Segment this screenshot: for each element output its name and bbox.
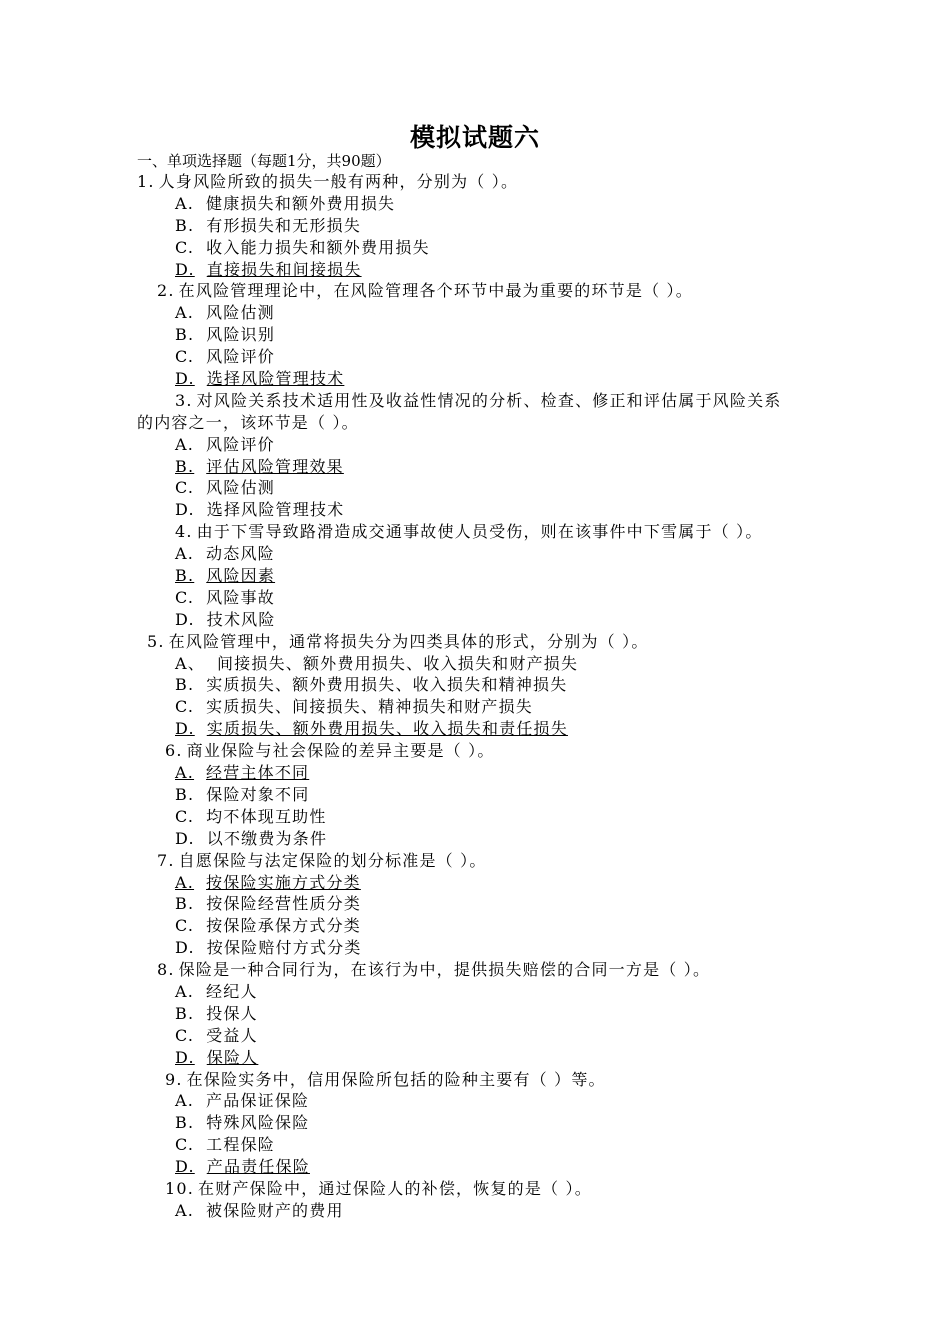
answer-option [0, 1047, 950, 1069]
option-text: 保险人 [206, 1047, 259, 1067]
option [0, 302, 950, 324]
option [0, 1003, 950, 1025]
option-text: 风险估测 [206, 478, 275, 498]
option-text: 实质损失、额外费用损失、收入损失和精神损失 [206, 675, 568, 695]
option-text: 风险评价 [206, 347, 275, 367]
option-letter: A、 [175, 653, 205, 673]
question-number: 6. [165, 741, 183, 761]
question-text: 在风险管理理论中，在风险管理各个环节中最为重要的环节是（ ）。 [178, 281, 693, 301]
option-text: 受益人 [206, 1025, 258, 1045]
option-text: 特殊风险保险 [206, 1113, 310, 1133]
question-number: 8. [157, 960, 175, 980]
option-letter: C. [175, 1135, 195, 1155]
option-text: 实质损失、间接损失、精神损失和财产损失 [206, 697, 533, 717]
question-number: 2. [157, 281, 175, 301]
option-letter: B. [175, 1003, 195, 1023]
option-text: 选择风险管理技术 [206, 500, 345, 520]
option-text: 风险因素 [206, 566, 276, 586]
question-number: 1. [137, 172, 155, 191]
option-text: 风险事故 [206, 587, 275, 607]
underline-lead [165, 368, 175, 390]
answer-option [0, 762, 950, 784]
option-letter: C. [175, 237, 195, 257]
option-letter: D. [175, 1157, 195, 1177]
answer-option [0, 368, 950, 390]
underline-lead [165, 718, 175, 740]
option-letter: A. [175, 193, 195, 213]
option [0, 346, 950, 368]
option-letter: B. [175, 784, 195, 804]
option-text: 风险评价 [206, 434, 275, 454]
option-text: 产品保证保险 [206, 1091, 310, 1111]
option-letter: C. [175, 347, 195, 367]
question-text: 由于下雪导致路滑造成交通事故使人员受伤，则在该事件中下雪属于（ ）。 [196, 522, 763, 542]
question-list [0, 171, 950, 1222]
option-text: 产品责任保险 [206, 1157, 310, 1177]
option-letter: D. [175, 500, 195, 520]
underline-lead [165, 259, 175, 281]
option-text: 健康损失和额外费用损失 [206, 193, 396, 213]
question-text: 对风险关系技术适用性及收益性情况的分析、检查、修正和评估属于风险关系 [196, 390, 782, 410]
option-text: 收入能力损失和额外费用损失 [206, 237, 430, 257]
underline-lead [165, 456, 175, 478]
option-letter: A. [175, 872, 195, 892]
underline-lead [165, 1047, 175, 1069]
question-stem [0, 280, 950, 302]
option-text: 有形损失和无形损失 [206, 215, 362, 235]
question-stem [0, 631, 950, 653]
option [0, 915, 950, 937]
page-title: 模拟试题六 [409, 123, 540, 152]
option-text: 风险识别 [206, 325, 276, 345]
option [0, 587, 950, 609]
question-stem [0, 521, 950, 543]
question-stem [0, 740, 950, 762]
option [0, 1112, 950, 1134]
question-stem [0, 171, 950, 193]
answer-option [0, 1156, 950, 1178]
underline-lead [165, 565, 175, 587]
option-letter: C. [175, 478, 195, 498]
answer-option [0, 259, 950, 281]
option-letter: A. [175, 544, 195, 564]
option-text: 被保险财产的费用 [206, 1200, 344, 1220]
option [0, 477, 950, 499]
option-letter: A. [175, 1200, 195, 1220]
option-letter: D. [175, 609, 195, 629]
option [0, 1134, 950, 1156]
option [0, 806, 950, 828]
option-letter: C. [175, 587, 195, 607]
option [0, 1090, 950, 1112]
option-letter: A. [175, 434, 195, 454]
option-text: 直接损失和间接损失 [206, 259, 362, 279]
option-text: 保险对象不同 [206, 784, 310, 804]
option-text: 风险估测 [206, 303, 275, 323]
option [0, 609, 950, 631]
option-text: 评估风险管理效果 [206, 456, 344, 476]
option-letter: D. [175, 259, 195, 279]
question-text: 在保险实务中，信用保险所包括的险种主要有（ ）等。 [186, 1069, 606, 1089]
option [0, 543, 950, 565]
question-number: 5. [147, 631, 165, 651]
question-text: 在财产保险中，通过保险人的补偿，恢复的是（ ）。 [198, 1178, 592, 1198]
question-text: 保险是一种合同行为，在该行为中，提供损失赔偿的合同一方是（ ）。 [178, 960, 711, 980]
option-letter: A. [175, 1091, 195, 1111]
option-text: 实质损失、额外费用损失、收入损失和责任损失 [206, 719, 568, 739]
option-text: 按保险赔付方式分类 [206, 938, 362, 958]
question-number: 7. [157, 850, 175, 870]
option-text: 选择风险管理技术 [206, 369, 345, 389]
option-text: 以不缴费为条件 [206, 828, 328, 848]
question-stem [0, 959, 950, 981]
option [0, 696, 950, 718]
option-letter: C. [175, 916, 195, 936]
option-text: 间接损失、额外费用损失、收入损失和财产损失 [216, 653, 579, 673]
underline-lead [165, 872, 175, 894]
question-text: 商业保险与社会保险的差异主要是（ ）。 [186, 741, 495, 761]
option-text: 按保险经营性质分类 [206, 894, 362, 914]
option [0, 653, 950, 675]
option-letter: C. [175, 697, 195, 717]
question-number: 3. [175, 390, 193, 410]
option-letter: A. [175, 763, 195, 783]
option-text: 动态风险 [206, 544, 275, 564]
option-text: 技术风险 [206, 609, 276, 629]
question-text-continuation: 的内容之一，该环节是（ ）。 [137, 412, 359, 432]
option-text: 工程保险 [206, 1135, 275, 1155]
option-text: 按保险承保方式分类 [206, 916, 361, 936]
option [0, 434, 950, 456]
option-letter: A. [175, 303, 195, 323]
underline-lead [165, 1156, 175, 1178]
option-letter: B. [175, 675, 195, 695]
option-text: 经纪人 [206, 981, 258, 1001]
underline-lead [165, 762, 175, 784]
question-stem [0, 1069, 950, 1091]
option [0, 1025, 950, 1047]
option-text: 均不体现互助性 [206, 806, 327, 826]
option-letter: B. [175, 566, 195, 586]
answer-option [0, 456, 950, 478]
question-text: 自愿保险与法定保险的划分标准是（ ）。 [178, 850, 487, 870]
section-heading: 一、单项选择题（每题1分，共90题） [137, 152, 391, 170]
option [0, 193, 950, 215]
answer-option [0, 565, 950, 587]
option-letter: A. [175, 981, 195, 1001]
answer-option [0, 872, 950, 894]
question-text: 在风险管理中，通常将损失分为四类具体的形式，分别为（ ）。 [168, 631, 649, 651]
option-letter: C. [175, 806, 195, 826]
option-letter: D. [175, 828, 195, 848]
option [0, 674, 950, 696]
option-text: 经营主体不同 [206, 763, 310, 783]
option [0, 215, 950, 237]
option-letter: D. [175, 369, 195, 389]
option [0, 828, 950, 850]
option [0, 237, 950, 259]
question-stem [0, 390, 950, 412]
option-letter: B. [175, 325, 195, 345]
option-text: 投保人 [206, 1003, 258, 1023]
option-letter: D. [175, 719, 195, 739]
option [0, 324, 950, 346]
option [0, 1200, 950, 1222]
option [0, 893, 950, 915]
option [0, 981, 950, 1003]
option-letter: B. [175, 894, 195, 914]
answer-option [0, 718, 950, 740]
question-number: 9. [165, 1069, 183, 1089]
option [0, 784, 950, 806]
question-text: 人身风险所致的损失一般有两种，分别为（ ）。 [158, 172, 519, 191]
question-stem [0, 1178, 950, 1200]
option [0, 499, 950, 521]
option-letter: B. [175, 456, 195, 476]
option-text: 按保险实施方式分类 [206, 872, 361, 892]
question-number: 10. [165, 1178, 195, 1198]
option-letter: D. [175, 938, 195, 958]
option-letter: D. [175, 1047, 195, 1067]
question-stem [0, 850, 950, 872]
option-letter: B. [175, 215, 195, 235]
option [0, 937, 950, 959]
option-letter: B. [175, 1113, 195, 1133]
option-letter: C. [175, 1025, 195, 1045]
question-number: 4. [175, 522, 193, 542]
